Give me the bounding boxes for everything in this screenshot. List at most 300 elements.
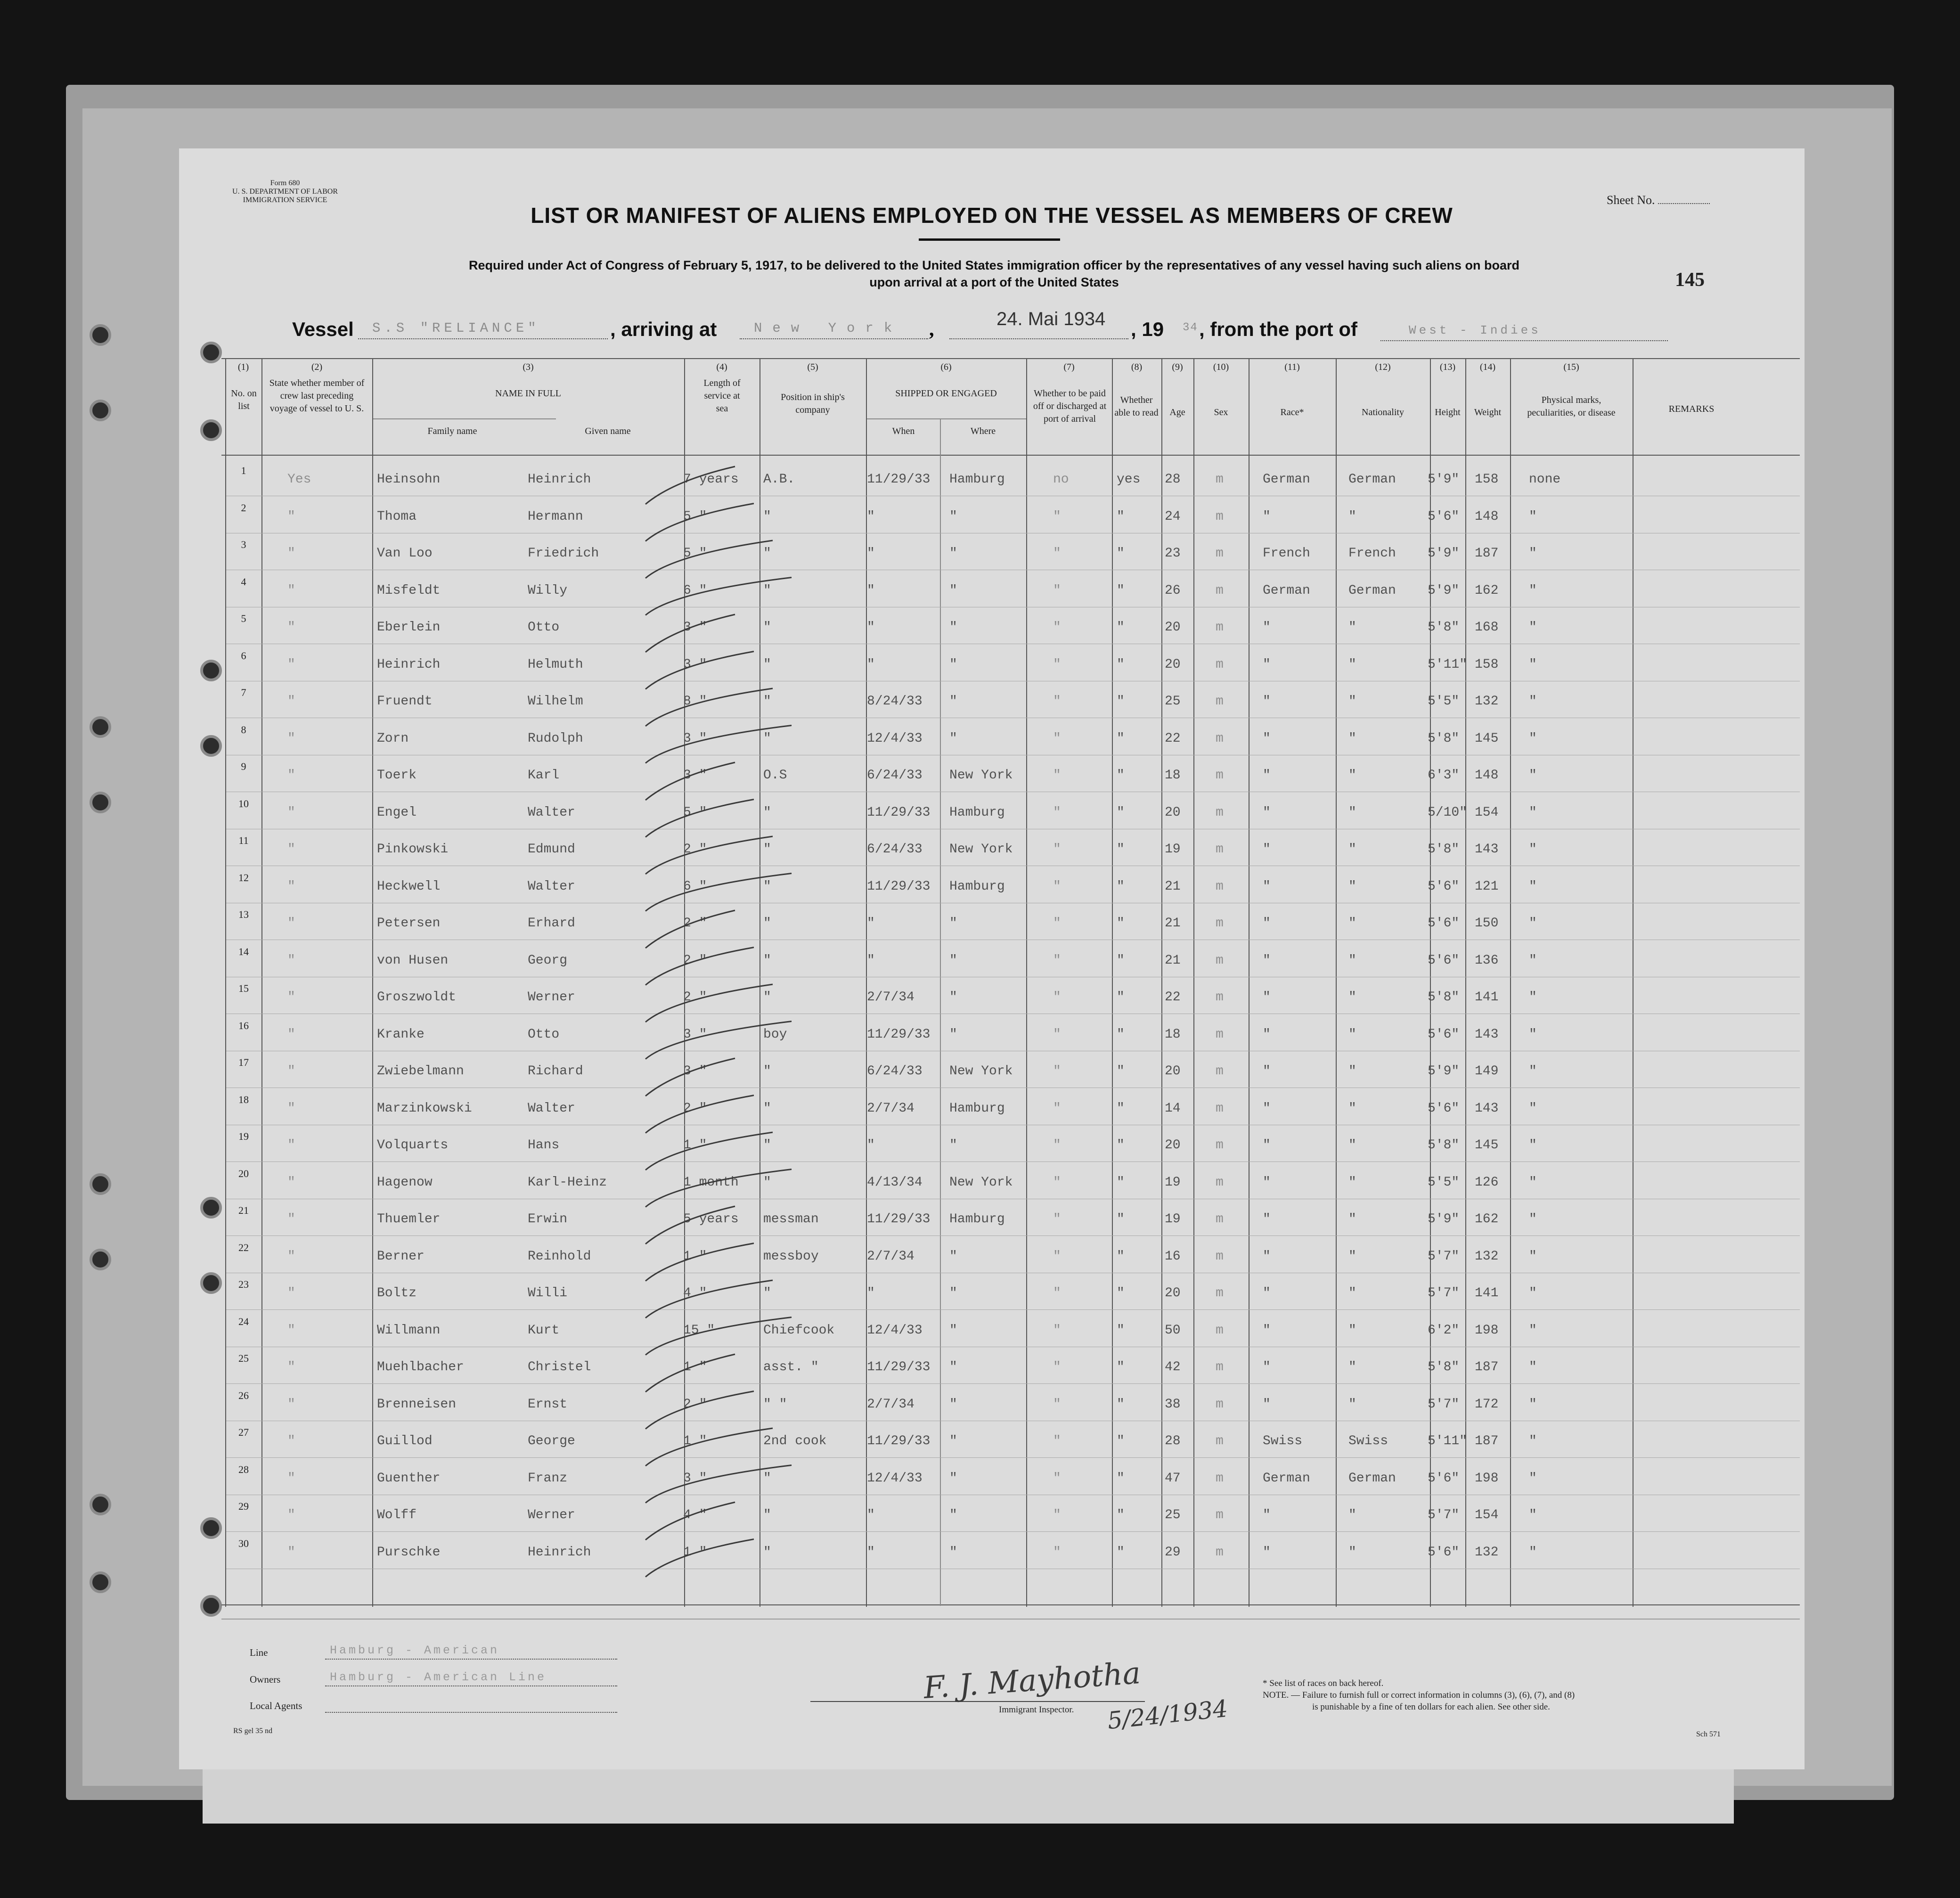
cell-height: 5'6"	[1428, 879, 1460, 894]
column-number: (12)	[1375, 362, 1391, 372]
cell-age: 20	[1165, 620, 1181, 635]
check-mark-stroke	[645, 836, 773, 874]
cell-where: "	[949, 953, 957, 968]
cell-sex: m	[1216, 472, 1224, 487]
cell-sex: m	[1216, 1138, 1224, 1153]
cell-prev: "	[287, 1212, 295, 1227]
cell-weight: 154	[1475, 805, 1499, 820]
cell-where: New York	[949, 842, 1013, 857]
cell-paid: "	[1053, 694, 1061, 709]
cell-nationality: "	[1348, 1212, 1356, 1227]
cell-age: 28	[1165, 1434, 1181, 1448]
cell-height: 5'9"	[1428, 546, 1460, 561]
cell-sex: m	[1216, 805, 1224, 820]
check-mark-stroke	[645, 1058, 735, 1096]
cell-nationality: "	[1348, 805, 1356, 820]
cell-length: 7 years	[683, 472, 739, 487]
check-mark-stroke	[645, 1465, 792, 1503]
cell-race: "	[1263, 805, 1271, 820]
cell-height: 5'6"	[1428, 1027, 1460, 1042]
cell-age: 16	[1165, 1249, 1181, 1264]
cell-age: 25	[1165, 694, 1181, 709]
form-number: Form 680	[270, 179, 300, 187]
cell-prev: "	[287, 805, 295, 820]
cell-read: "	[1117, 1434, 1125, 1448]
cell-position: "	[763, 620, 771, 635]
cell-prev: Yes	[287, 472, 311, 487]
cell-family: Groszwoldt	[377, 990, 457, 1005]
cell-race: "	[1263, 1545, 1271, 1560]
cell-age: 22	[1165, 990, 1181, 1005]
column-number: (9)	[1172, 362, 1183, 372]
cell-height: 5/10"	[1428, 805, 1468, 820]
cell-sex: m	[1216, 990, 1224, 1005]
cell-when: "	[867, 953, 875, 968]
printer-code-left: RS gel 35 nd	[233, 1727, 273, 1735]
line-label: Line	[250, 1647, 268, 1658]
cell-race: "	[1263, 694, 1271, 709]
cell-where: "	[949, 1323, 957, 1338]
port-label: , from the port of	[1199, 318, 1357, 340]
cell-where: New York	[949, 1175, 1013, 1190]
cell-family: Misfeldt	[377, 583, 441, 598]
cell-weight: 136	[1475, 953, 1499, 968]
cell-race: "	[1263, 1508, 1271, 1522]
cell-length: 2 "	[683, 1101, 707, 1116]
cell-given: Wilhelm	[528, 694, 583, 709]
inspector-signature: F. J. Mayhotha	[922, 1656, 1142, 1706]
cell-where: "	[949, 1508, 957, 1522]
cell-read: "	[1117, 953, 1125, 968]
cell-given: Richard	[528, 1064, 583, 1079]
cell-sex: m	[1216, 1397, 1224, 1412]
cell-paid: "	[1053, 1175, 1061, 1190]
cell-weight: 143	[1475, 1101, 1499, 1116]
header-no-on-list: No. on list	[231, 388, 257, 411]
cell-length: 3 "	[683, 1471, 707, 1486]
cell-length: 3 "	[683, 657, 707, 672]
check-mark-stroke	[645, 874, 792, 911]
cell-marks: "	[1529, 694, 1537, 709]
cell-nationality: French	[1348, 546, 1396, 561]
cell-race: French	[1263, 546, 1310, 561]
cell-given: Karl	[528, 768, 560, 783]
cell-prev: "	[287, 583, 295, 598]
cell-height: 5'7"	[1428, 1508, 1460, 1522]
cell-race: "	[1263, 1175, 1271, 1190]
header-race: Race*	[1280, 407, 1304, 417]
cell-when: 11/29/33	[867, 1360, 931, 1374]
cell-family: Fruendt	[377, 694, 433, 709]
cell-weight: 145	[1475, 1138, 1499, 1153]
cell-age: 47	[1165, 1471, 1181, 1486]
cell-prev: "	[287, 509, 295, 524]
cell-prev: "	[287, 1249, 295, 1264]
cell-length: 3 "	[683, 731, 707, 746]
cell-given: Helmuth	[528, 657, 583, 672]
cell-position: "	[763, 694, 771, 709]
cell-paid: "	[1053, 768, 1061, 783]
vessel-name: S.S "RELIANCE"	[372, 320, 540, 336]
cell-read: "	[1117, 657, 1125, 672]
year-label: , 19	[1131, 318, 1164, 340]
cell-read: "	[1117, 694, 1125, 709]
row-number: 10	[238, 797, 249, 810]
cell-sex: m	[1216, 694, 1224, 709]
cell-paid: "	[1053, 1471, 1061, 1486]
header-position: Position in ship's company	[781, 392, 845, 415]
cell-age: 23	[1165, 546, 1181, 561]
cell-when: "	[867, 583, 875, 598]
header-where: Where	[970, 426, 996, 436]
cell-paid: "	[1053, 1545, 1061, 1560]
cell-weight: 149	[1475, 1064, 1499, 1079]
cell-position: messboy	[763, 1249, 819, 1264]
cell-when: "	[867, 620, 875, 635]
cell-when: "	[867, 657, 875, 672]
cell-sex: m	[1216, 546, 1224, 561]
cell-weight: 198	[1475, 1471, 1499, 1486]
cell-marks: "	[1529, 1360, 1537, 1374]
cell-marks: "	[1529, 805, 1537, 820]
cell-where: "	[949, 1249, 957, 1264]
cell-nationality: "	[1348, 509, 1356, 524]
cell-sex: m	[1216, 1545, 1224, 1560]
row-number: 2	[241, 501, 246, 514]
cell-when: 6/24/33	[867, 768, 923, 783]
cell-nationality: German	[1348, 472, 1396, 487]
cell-prev: "	[287, 768, 295, 783]
cell-length: 15 "	[683, 1323, 715, 1338]
header-shipped-or-engaged: SHIPPED OR ENGAGED	[895, 388, 997, 399]
cell-height: 5'8"	[1428, 731, 1460, 746]
column-number: (2)	[311, 362, 323, 372]
header-nationality: Nationality	[1362, 407, 1404, 417]
cell-read: "	[1117, 620, 1125, 635]
cell-position: "	[763, 805, 771, 820]
cell-given: Hans	[528, 1138, 560, 1153]
cell-family: Heinsohn	[377, 472, 441, 487]
cell-age: 24	[1165, 509, 1181, 524]
cell-prev: "	[287, 1175, 295, 1190]
cell-height: 5'7"	[1428, 1397, 1460, 1412]
year-value: 34	[1183, 321, 1198, 334]
cell-prev: "	[287, 657, 295, 672]
cell-height: 5'9"	[1428, 472, 1460, 487]
cell-position: "	[763, 916, 771, 931]
cell-height: 5'9"	[1428, 1212, 1460, 1227]
row-number: 23	[238, 1278, 249, 1290]
cell-paid: "	[1053, 1286, 1061, 1301]
cell-family: Brenneisen	[377, 1397, 457, 1412]
cell-marks: "	[1529, 1508, 1537, 1522]
cell-age: 38	[1165, 1397, 1181, 1412]
page-title: LIST OR MANIFEST OF ALIENS EMPLOYED ON THE VESSEL AS MEMBERS OF CREW	[531, 203, 1453, 228]
cell-weight: 198	[1475, 1323, 1499, 1338]
cell-where: "	[949, 1360, 957, 1374]
cell-height: 5'11"	[1428, 657, 1468, 672]
cell-length: 6 "	[683, 879, 707, 894]
cell-sex: m	[1216, 953, 1224, 968]
cell-when: "	[867, 546, 875, 561]
cell-when: 2/7/34	[867, 1249, 915, 1264]
header-when: When	[892, 426, 915, 436]
cell-when: 2/7/34	[867, 1397, 915, 1412]
cell-family: Wolff	[377, 1508, 417, 1522]
cell-position: Chiefcook	[763, 1323, 835, 1338]
arrival-port: New York	[754, 320, 903, 336]
cell-read: "	[1117, 1249, 1125, 1264]
cell-read: "	[1117, 1545, 1125, 1560]
cell-race: "	[1263, 1286, 1271, 1301]
cell-position: "	[763, 1545, 771, 1560]
cell-paid: "	[1053, 1323, 1061, 1338]
cell-where: "	[949, 1434, 957, 1448]
cell-read: "	[1117, 1397, 1125, 1412]
header-remarks: REMARKS	[1668, 404, 1715, 414]
cell-when: 11/29/33	[867, 805, 931, 820]
cell-paid: "	[1053, 1101, 1061, 1116]
cell-family: Boltz	[377, 1286, 417, 1301]
cell-position: 2nd cook	[763, 1434, 827, 1448]
check-mark-stroke	[645, 800, 754, 837]
cell-age: 21	[1165, 953, 1181, 968]
cell-paid: "	[1053, 1249, 1061, 1264]
cell-marks: "	[1529, 842, 1537, 857]
department-name: U. S. DEPARTMENT OF LABOR	[232, 188, 338, 196]
note-line-1: NOTE. — Failure to furnish full or correct information in columns (3), (6), (7), and (8)	[1263, 1690, 1575, 1700]
cell-when: 11/29/33	[867, 472, 931, 487]
cell-age: 50	[1165, 1323, 1181, 1338]
cell-nationality: "	[1348, 1286, 1356, 1301]
row-number: 1	[241, 465, 246, 476]
cell-where: Hamburg	[949, 879, 1005, 894]
cell-where: "	[949, 916, 957, 931]
cell-paid: "	[1053, 1212, 1061, 1227]
cell-where: Hamburg	[949, 1212, 1005, 1227]
cell-position: "	[763, 879, 771, 894]
header-name-in-full: NAME IN FULL	[495, 388, 561, 399]
cell-when: "	[867, 1545, 875, 1560]
cell-family: Kranke	[377, 1027, 425, 1042]
cell-family: Zorn	[377, 731, 409, 746]
cell-weight: 150	[1475, 916, 1499, 931]
cell-nationality: "	[1348, 768, 1356, 783]
cell-when: 12/4/33	[867, 731, 923, 746]
cell-given: Erhard	[528, 916, 575, 931]
cell-paid: "	[1053, 990, 1061, 1005]
cell-sex: m	[1216, 1212, 1224, 1227]
cell-sex: m	[1216, 509, 1224, 524]
cell-prev: "	[287, 953, 295, 968]
note-line-2: is punishable by a fine of ten dollars for each alien. See other side.	[1312, 1702, 1550, 1712]
check-mark-stroke	[645, 1354, 735, 1392]
cell-given: Willy	[528, 583, 568, 598]
signature-date: 5/24/1934	[1106, 1694, 1229, 1735]
cell-marks: "	[1529, 879, 1537, 894]
check-mark-stroke	[645, 1391, 754, 1429]
cell-when: 12/4/33	[867, 1323, 923, 1338]
header-height: Height	[1435, 407, 1461, 417]
cell-where: "	[949, 657, 957, 672]
row-number: 11	[238, 834, 249, 846]
cell-weight: 141	[1475, 1286, 1499, 1301]
cell-position: "	[763, 1064, 771, 1079]
cell-given: Otto	[528, 1027, 560, 1042]
cell-position: "	[763, 509, 771, 524]
cell-race: Swiss	[1263, 1434, 1303, 1448]
check-mark-stroke	[645, 1502, 735, 1540]
cell-height: 5'8"	[1428, 990, 1460, 1005]
cell-height: 5'5"	[1428, 694, 1460, 709]
cell-prev: "	[287, 842, 295, 857]
cell-family: Thoma	[377, 509, 417, 524]
cell-weight: 143	[1475, 842, 1499, 857]
cell-nationality: Swiss	[1348, 1434, 1388, 1448]
cell-position: O.S	[763, 768, 787, 783]
cell-family: Heckwell	[377, 879, 441, 894]
cell-given: Ernst	[528, 1397, 568, 1412]
cell-given: Walter	[528, 1101, 575, 1116]
row-number: 27	[238, 1426, 249, 1438]
column-number: (4)	[716, 362, 727, 372]
cell-age: 20	[1165, 805, 1181, 820]
cell-read: "	[1117, 1064, 1125, 1079]
cell-when: "	[867, 916, 875, 931]
cell-when: 6/24/33	[867, 842, 923, 857]
cell-marks: "	[1529, 1434, 1537, 1448]
cell-position: "	[763, 1508, 771, 1522]
cell-given: Reinhold	[528, 1249, 591, 1264]
cell-marks: "	[1529, 916, 1537, 931]
row-number: 7	[241, 687, 246, 698]
cell-race: "	[1263, 620, 1271, 635]
cell-marks: "	[1529, 953, 1537, 968]
check-mark-stroke	[645, 1132, 773, 1170]
cell-length: 2 "	[683, 990, 707, 1005]
header-able-to-read: Whether able to read	[1114, 395, 1159, 418]
cell-height: 5'9"	[1428, 583, 1460, 598]
subtitle-line-2: upon arrival at a port of the United States	[869, 275, 1119, 289]
check-mark-stroke	[645, 614, 735, 652]
cell-where: Hamburg	[949, 472, 1005, 487]
cell-read: "	[1117, 1175, 1125, 1190]
cell-paid: "	[1053, 1064, 1061, 1079]
cell-read: "	[1117, 768, 1125, 783]
cell-read: "	[1117, 1101, 1125, 1116]
cell-when: 6/24/33	[867, 1064, 923, 1079]
row-number: 13	[238, 908, 249, 920]
cell-when: 4/13/34	[867, 1175, 923, 1190]
cell-prev: "	[287, 990, 295, 1005]
cell-read: "	[1117, 1323, 1125, 1338]
cell-nationality: "	[1348, 1360, 1356, 1374]
cell-sex: m	[1216, 657, 1224, 672]
cell-weight: 158	[1475, 657, 1499, 672]
cell-prev: "	[287, 1471, 295, 1486]
cell-paid: "	[1053, 842, 1061, 857]
cell-given: Kurt	[528, 1323, 560, 1338]
cell-position: " "	[763, 1397, 787, 1412]
cell-length: 3 "	[683, 1027, 707, 1042]
cell-length: 1 "	[683, 1360, 707, 1374]
cell-length: 1 "	[683, 1434, 707, 1448]
cell-age: 14	[1165, 1101, 1181, 1116]
cell-nationality: "	[1348, 1545, 1356, 1560]
column-number: (7)	[1063, 362, 1075, 372]
cell-when: 11/29/33	[867, 1027, 931, 1042]
cell-age: 21	[1165, 916, 1181, 931]
check-mark-stroke	[645, 910, 735, 948]
cell-nationality: "	[1348, 842, 1356, 857]
cell-read: "	[1117, 1138, 1125, 1153]
cell-read: "	[1117, 842, 1125, 857]
check-mark-stroke	[645, 578, 792, 615]
cell-read: "	[1117, 805, 1125, 820]
cell-height: 5'8"	[1428, 842, 1460, 857]
header-family-name: Family name	[427, 426, 477, 436]
check-mark-stroke	[645, 504, 754, 541]
cell-given: Franz	[528, 1471, 568, 1486]
check-mark-stroke	[645, 1096, 754, 1133]
cell-paid: "	[1053, 546, 1061, 561]
check-mark-stroke	[645, 466, 735, 504]
arrival-date-stamp: 24. Mai 1934	[996, 309, 1106, 329]
cell-paid: "	[1053, 1508, 1061, 1522]
cell-paid: "	[1053, 620, 1061, 635]
cell-race: "	[1263, 842, 1271, 857]
cell-when: 2/7/34	[867, 990, 915, 1005]
cell-length: 5 years	[683, 1212, 739, 1227]
row-number: 19	[238, 1130, 249, 1142]
cell-nationality: "	[1348, 879, 1356, 894]
header-age: Age	[1169, 407, 1185, 417]
row-number: 4	[241, 575, 246, 588]
cell-family: von Husen	[377, 953, 449, 968]
cell-race: "	[1263, 879, 1271, 894]
cell-sex: m	[1216, 1360, 1224, 1374]
cell-position: "	[763, 1138, 771, 1153]
cell-marks: "	[1529, 1212, 1537, 1227]
cell-where: "	[949, 694, 957, 709]
cell-length: 3 "	[683, 768, 707, 783]
cell-age: 21	[1165, 879, 1181, 894]
cell-read: "	[1117, 583, 1125, 598]
cell-marks: "	[1529, 731, 1537, 746]
cell-position: asst. "	[763, 1360, 819, 1374]
cell-length: 1 month	[683, 1175, 739, 1190]
cell-read: "	[1117, 1027, 1125, 1042]
cell-family: Muehlbacher	[377, 1360, 464, 1374]
cell-family: Hagenow	[377, 1175, 433, 1190]
cell-given: Willi	[528, 1286, 568, 1301]
cell-when: 11/29/33	[867, 1212, 931, 1227]
cell-height: 6'2"	[1428, 1323, 1460, 1338]
cell-race: "	[1263, 657, 1271, 672]
cell-race: "	[1263, 1138, 1271, 1153]
cell-family: Toerk	[377, 768, 417, 783]
cell-sex: m	[1216, 1027, 1224, 1042]
cell-height: 5'6"	[1428, 1101, 1460, 1116]
cell-prev: "	[287, 1286, 295, 1301]
check-mark-stroke	[645, 1539, 754, 1577]
cell-weight: 132	[1475, 1249, 1499, 1264]
cell-read: "	[1117, 546, 1125, 561]
cell-weight: 158	[1475, 472, 1499, 487]
row-number: 8	[241, 723, 246, 736]
cell-where: "	[949, 1471, 957, 1486]
cell-nationality: "	[1348, 731, 1356, 746]
